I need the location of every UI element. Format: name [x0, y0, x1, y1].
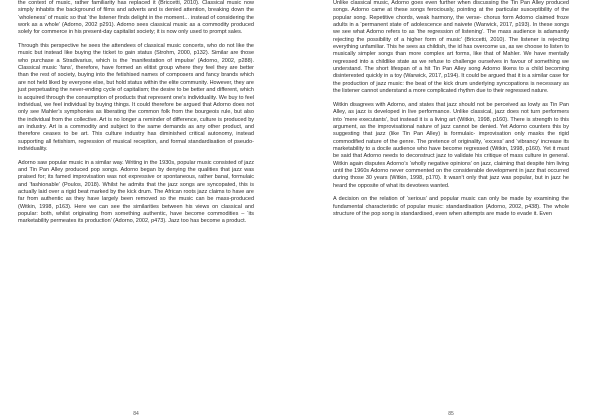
page-number: 85	[448, 411, 454, 417]
right-page-text	[333, 0, 569, 225]
paragraph: Adorno saw popular music in a similar way. Writing in the 1930s, popular music consisted of jazz and Tin Pan Alley produced pop songs. Adorno began by denying the qualities that jazz was praised for; its famed improvisation was not expressive or spontaneous, rather banal, formulaic and ‘fashionable’ (Poulos, 2018). Whilst he admits that the jazz songs are syncopated, this is actually laid over a rigid beat marked by the kick drum. The African roots jazz claims to have are far from authentic as they have largely been removed so the music can be mass-produced (Witkin, 1998, p163). Here we can see the similarities between his views on classical and popular: both, whilst originating from something authentic, have become commodities – ‘its marketability permeates its production’ (Adorno, 2002, p473). Jazz too has become a product.	[18, 159, 254, 225]
paragraph: Witkin disagrees with Adorno, and states that jazz should not be perceived as lowly as Tin Pan Alley, as jazz is developed in live performance. Unlike classical, jazz does not turn performers into ‘mere executants’, but instead it is a living art (Witkin, 1998, p160). There is strength to this argument, as the improvisational nature of jazz cannot be denied. Yet Adorno counters this by suggesting that jazz (like Tin Pan Alley) is formulaic- improvisation only masks the rigid commodified nature of the genre. The pretence of originality, ‘excess’ and ‘vibrancy’ increase its marketability to a docile audience who have become regressed (Witkin, 1998, p160). Yet it must be said that Adorno needs to deconstruct jazz to validate his critique of mass culture in general. Witkin again disputes Adorno’s ‘wholly negative opinions’ on jazz, claiming that despite him living until the 1960s Adorno never commented on the considerable development in jazz that occurred during those 30 years (Witkin, 1998, p170). It wasn’t only that jazz was popular, but in jazz he heard the opposite of what its devotees wanted.	[333, 101, 569, 189]
paragraph: A decision on the relation of ‘serious’ and popular music can only be made by examining the fundamental characteristic of popular music: standardisation (Adorno, 2002, p438). The whole structure of the pop song is standardised, even when attempts are made to evade it. Even	[333, 196, 569, 218]
page-number: 84	[133, 411, 139, 417]
paragraph: Through this perspective he sees the attendees of classical music concerts, who do not like the music but instead like buying the ticket to gain status (Strohm, 2000, p132). Similar are those who purchase a Stradivarius, which is the ‘manifestation of impulse’ (Adorno, 2002, p288). Classical music ‘fans’, therefore, have formed an elitist group where they feel they are better than the rest of society, buying into the fetishised names of composers and fancy brands which are not held liked by everyone else, but hold status within the elite community. However, they are just perpetuating the never-ending cycle of capitalism; the desire to be better and different, which is acquired through the consumption of products that represent one’s individuality. We buy to feel individual, we feel individual by buying things. It could therefore be argued that Adorno does not only see Mahler’s symphonies as liberating the common folk from the bourgeois rule, but also the individual from the collective. Art is no longer a reminder of difference, culture is produced by an industry. Art is a commodity and subject to the same demands as any other product, and therefore ceases to be art. This culture industry has diminished critical autonomy, instead supporting all fetishism, regression of musical reception, and formal standardisation of pseudo-individuality.	[18, 43, 254, 152]
left-page	[18, 0, 254, 420]
paragraph: Unlike classical music, Adorno goes even further when discussing the Tin Pan Alley produced songs. Adorno came at these songs ferociously, pointing at the particular susceptibility of the popular song. Repetitive chords, weak harmony, the verse- chorus form Adorno claimed froze adults in a ‘permanent state of’ adolescence and naivete (Warwick, 2017, p193). In these songs we see what Adorno refers to as ‘the regression of listening’. The mass audience is adamantly rejecting the possibility of a higher form of music’ (Briccetti, 2010). The listener is rejecting everything unfamiliar. This he sees as childish, the id has overcome us, as we choose to listen to musically simpler songs than more complex art forms, like that of Mahler. We have mentally regressed into a childlike state as we refuse to challenge ourselves in favour of something we understand. The short lifespan of a hit Tin Pan Alley song Adorno likens to a child becoming disinterested quickly in a toy (Warwick, 2017, p194). It could be argued that it is a similar case for the production of jazz music: the beat of the kick drum underlying syncopations is necessary as the listener cannot understand a more complicated rhythm due to their regressed nature.	[333, 0, 569, 95]
left-page-text	[18, 0, 254, 232]
paragraph: the context of music, rather familiarity has replaced it (Briccetti, 2010). Classical music now simply inhabits the background of films and adverts and is denied attention, breaking down the ‘wholeness’ of music so that ‘the listener finds delight in the moment… instead of considering the work as a whole’ (Adorno, 2002 p291). Adorno sees classical music as a commodity produced solely for commerce in his present-day capitalist society; it is now only used to prompt sales.	[18, 0, 254, 36]
right-page	[333, 0, 569, 420]
